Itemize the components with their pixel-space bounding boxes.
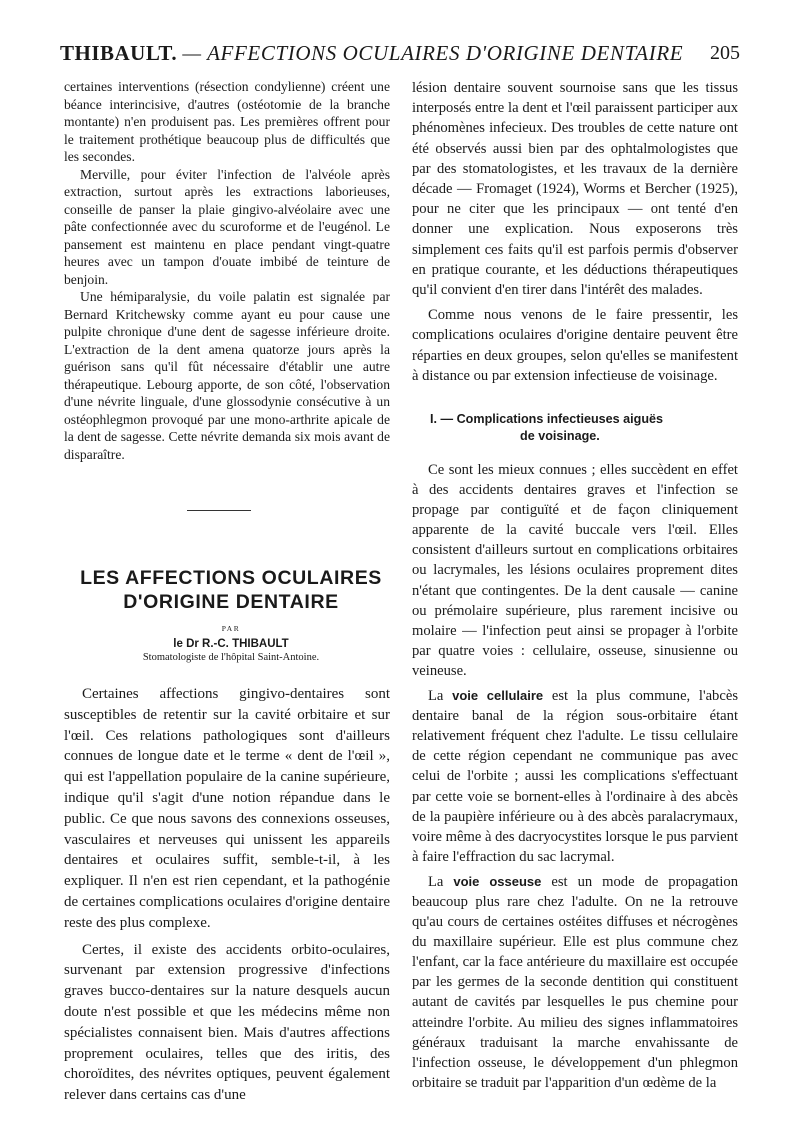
paragraph-lead: La	[428, 688, 444, 705]
article-title-line-2: D'ORIGINE DENTAIRE	[123, 591, 339, 613]
paragraph	[412, 872, 738, 1093]
paragraph-text: est un mode de propagation beaucoup plus rare chez l'adulte. On ne la retrouve qu'au cours de certaines ostéites diffuses et nécrogènes du maxillaire supérieur. Elle est plus commune chez l'enfant, car la face antérieure du maxillaire est occupée par les germes de la seconde dentition qui constituent autant de cavités par lesquelles le pus chemine pour atteindre l'orbite. Au milieu des signes inflammatoires généraux traduisant la marche envahissante de l'infection osseuse, le développement d'un phlegmon orbitaire se traduit par l'apparition d'un œdème de la	[412, 873, 738, 1091]
author-affiliation: Stomatologiste de l'hôpital Saint-Antoine.	[142, 652, 320, 663]
right-column-section	[412, 460, 738, 1093]
paragraph-text: est la plus commune, l'abcès dentaire banal de la région sous-orbitaire étant relativement fréquent chez l'adulte. Le tissu cellulaire de cette région cependant ne communique pas avec celui de l'orbite ; aussi les complications s'effectuant par cette voie se bornent-elles à l'ordinaire à des abcès de la paupière inférieure ou à des abcès paralacrymaux, voire même à des dacryocystites lorsque le pus parvient à faire l'effraction du sac lacrymal.	[412, 688, 738, 865]
running-head-author: THIBAULT.	[60, 41, 178, 65]
paragraph: Certaines affections gingivo-dentaires sont susceptibles de retentir sur la cavité orbitaire et sur l'œil. Ces relations pathologiques sont d'ailleurs connues de longue date et le terme « dent de l'œil », qui est l'appellation populaire de la canine supérieure, indique qu'il s'agit d'une notion répandue dans le public. Ce que nous savons des connexions osseuses, vasculaires et nerveuses qui unissent les appareils dentaires et oculaires suffit, semble-t-il, à les expliquer. Il n'en est rien cependant, et la pathogénie de certaines complications oculaires d'origine dentaire reste des plus complexe.	[64, 686, 390, 931]
paragraph: Une hémiparalysie, du voile palatin est signalée par Bernard Kritchewsky comme ayant eu pour cause une pulpite chronique d'une dent de sagesse inférieure droite. L'extraction de la dent amena quatorze jours après la guérison sans qu'il fût nécessaire d'établir une autre thérapeutique. Lebourg apporte, de son côté, l'observation d'une névrite linguale, d'une glossodynie consécutive à un ostéophlegmon provoqué par une mono-arthrite apicale de la dent de sagesse. Cette névrite demanda six mois avant de disparaître.	[64, 289, 390, 462]
paragraph	[412, 686, 738, 867]
term-voie-cellulaire: voie cellulaire	[452, 688, 544, 704]
paragraph-lead: La	[428, 873, 444, 890]
section-heading	[412, 411, 738, 445]
section-divider	[187, 510, 251, 511]
running-head-title: — AFFECTIONS OCULAIRES D'ORIGINE DENTAIRE	[182, 41, 684, 65]
running-head	[60, 40, 740, 66]
left-column-top	[64, 78, 390, 463]
paragraph: lésion dentaire souvent sournoise sans que les tissus interposés entre la dent et l'œil paraissent participer aux phénomènes infecieux. Des troubles de cette nature ont été observés aussi bien par des ophtalmologistes que par des stomatologistes, et les travaux de la dernière décade — Fromaget (1924), Worms et Bercher (1925), pour ne citer que les principaux — ont tenté d'en donner une explication. Nous exposerons très simplement ces faits qu'il est parfois permis d'observer en pratique courante, et les déductions thérapeutiques qu'il convient d'en tirer dans l'intérêt des malades.	[412, 80, 738, 299]
paragraph: Comme nous venons de le faire pressentir, les complications oculaires d'origine dentaire peuvent être réparties en deux groupes, selon qu'elles se manifestent à distance ou par extension infectieuse de voisinage.	[412, 307, 738, 384]
section-heading-line-1: I. — Complications infectieuses aiguës	[430, 412, 664, 426]
page-number: 205	[710, 42, 740, 64]
paragraph: Ce sont les mieux connues ; elles succèdent en effet à des accidents dentaires graves et l'infection se propage par contiguïté et de façon cliniquement apparente de la cavité buccale vers l'œil. Elles consistent d'ailleurs surtout en complications orbitaires ou lacrymales, les lésions oculaires proprement dites n'étant que contingentes. De la dent causale — canine ou prémolaire supérieure, plus rarement incisive ou molaire — l'infection peut ainsi se propager à l'orbite par quatre voies : cellulaire, osseuse, sinusienne ou veineuse.	[412, 462, 738, 679]
article-title-line-1: LES AFFECTIONS OCULAIRES	[80, 567, 382, 589]
section-heading-line-2: de voisinage.	[520, 429, 600, 443]
article-author: le Dr R.-C. THIBAULT	[173, 638, 289, 650]
paragraph: Certes, il existe des accidents orbito-oculaires, survenant par extension progressive d'infections graves bucco-dentaires sur la nature desquels aucun doute n'est possible et que les médecins même non spécialistes connaisent bien. Mais d'autres affections proprement oculaires, telles que des iritis, des choroïdites, des névrites optiques, peuvent également relever dans certains cas d'une	[64, 941, 390, 1104]
article-heading	[58, 566, 404, 663]
byline-par: PAR	[221, 624, 241, 633]
paragraph: certaines interventions (résection condylienne) créent une béance interincisive, d'autres (ostéotomie de la branche montante) n'en produisent pas. Les premières offrent pour le traitement prothétique beaucoup plus de difficultés que les secondes.	[64, 79, 390, 164]
right-column-top	[412, 78, 738, 386]
left-column-article	[64, 684, 390, 1106]
term-voie-osseuse: voie osseuse	[453, 873, 542, 889]
paragraph: Merville, pour éviter l'infection de l'alvéole après extraction, surtout après les extractions laborieuses, conseille de panser la plaie gingivo-alvéolaire avec une pâte confectionnée avec du scuroforme et de l'eugénol. Le pansement est maintenu en place pendant vingt-quatre heures avec un tampon d'ouate imbibé de teinture de benjoin.	[64, 166, 390, 287]
